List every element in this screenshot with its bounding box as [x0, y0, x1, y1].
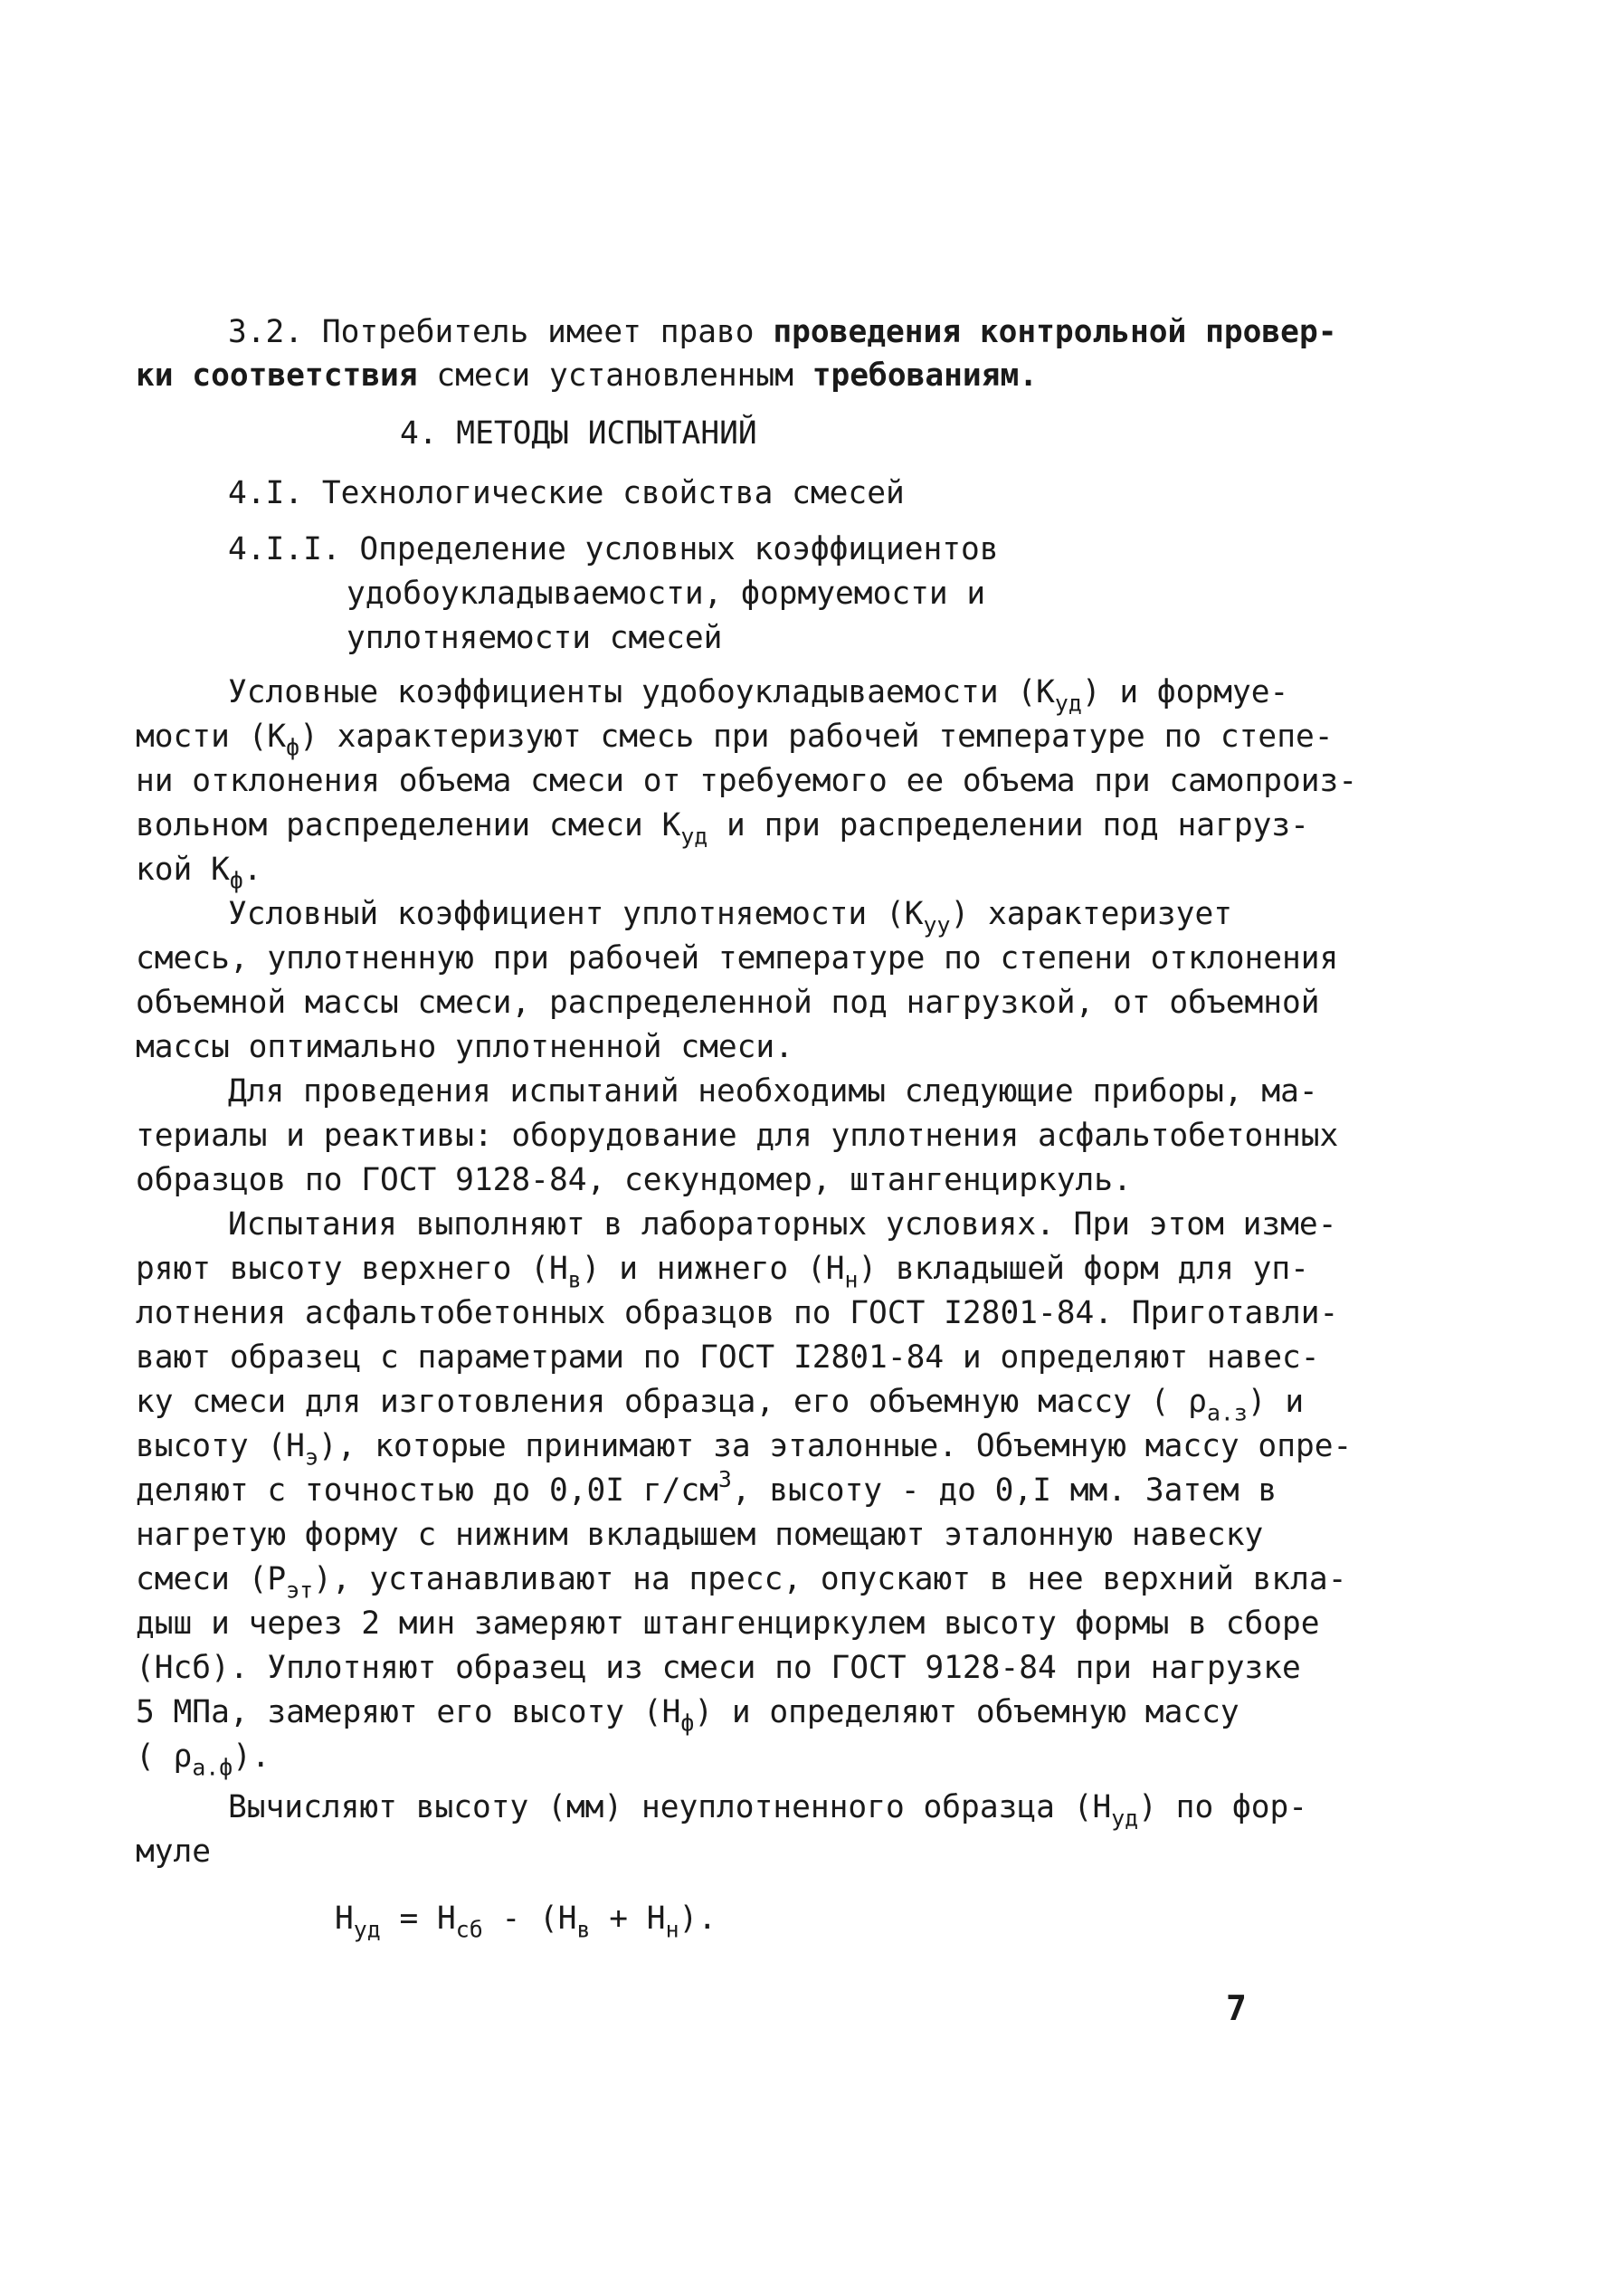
para-4-line-13: ( $\rho_{а.ф}$).	[136, 1739, 271, 1781]
para-4-line-2: ряют высоту верхнего $(Н_в)$ и нижнего $(Н_н)$ вкладышей форм для уп-	[136, 1251, 1309, 1293]
para-4-line-11: (Нсб). Уплотняют образец из смеси по ГОСТ 9128-84 при нагрузке	[136, 1650, 1301, 1686]
para-1-line-5: кой $К_ф$.	[136, 852, 262, 894]
para-1-line-1: Условные коэффициенты удобоукладываемости $(К_{уд})$ и формуе-	[228, 674, 1289, 717]
para-2-line-1: Условный коэффициент уплотняемости $(К_{уу})$ характеризует	[228, 896, 1232, 938]
section-4-1-1-heading-line-3: уплотняемости смесей	[347, 620, 723, 656]
para-4-line-12: 5 МПа, замеряют его высоту $(Н_ф)$ и определяют объемную массу	[136, 1694, 1239, 1737]
para-1-line-4: вольном распределении смеси $К_{уд}$ и при распределении под нагруз-	[136, 807, 1309, 850]
para-3-line-3: образцов по ГОСТ 9128-84, секундомер, штангенциркуль.	[136, 1162, 1132, 1198]
para-2-line-2: смесь, уплотненную при рабочей температуре по степени отклонения	[136, 940, 1339, 977]
para-4-line-5: ку смеси для изготовления образца, его объемную массу ( $\rho_{а.з}$) и	[136, 1384, 1305, 1426]
para-4-line-4: вают образец с параметрами по ГОСТ I2801-84 и определяют навес-	[136, 1339, 1320, 1376]
para-4-line-1: Испытания выполняют в лабораторных условиях. При этом изме-	[228, 1206, 1337, 1243]
page-number: 7	[1226, 1988, 1247, 2028]
section-4-1-1-heading-line-2: удобоукладываемости, формуемости и	[347, 576, 986, 612]
para-4-line-8: нагретую форму с нижним вкладышем помещают эталонную навеску	[136, 1517, 1264, 1553]
para-4-line-6: высоту $(Н_э)$, которые принимают за эталонные. Объемную массу опре-	[136, 1428, 1353, 1471]
para-4-line-3: лотнения асфальтобетонных образцов по ГОСТ I2801-84. Приготавли-	[136, 1295, 1339, 1331]
para-3-line-1: Для проведения испытаний необходимы следующие приборы, ма-	[228, 1073, 1318, 1110]
para-5-line-2: муле	[136, 1834, 212, 1870]
para-3-line-2: териалы и реактивы: оборудование для уплотнения асфальтобетонных	[136, 1118, 1339, 1154]
para-2-line-3: объемной массы смеси, распределенной под нагрузкой, от объемной	[136, 985, 1320, 1021]
section-4-heading: 4. МЕТОДЫ ИСПЫТАНИЙ	[400, 415, 757, 452]
para-4-line-7: деляют с точностью до 0,0I $г/см^3$, высоту - до 0,I мм. Затем в	[136, 1466, 1277, 1509]
formula: $Н_{уд} = Н_{сб} - (Н_в + Н_н)$.	[335, 1901, 717, 1943]
para-1-line-3: ни отклонения объема смеси от требуемого ее объема при самопроиз-	[136, 763, 1358, 799]
section-4-1-heading: 4.I. Технологические свойства смесей	[228, 475, 905, 511]
section-4-1-1-heading-line-1: 4.I.I. Определение условных коэффициентов	[228, 531, 999, 567]
para-3-2-line-1: 3.2. Потребитель имеет право проведения контрольной провер-	[228, 314, 1337, 350]
para-4-line-9: смеси $(Р_{эт})$, устанавливают на пресс, опускают в нее верхний вкла-	[136, 1561, 1347, 1604]
para-2-line-4: массы оптимально уплотненной смеси.	[136, 1029, 793, 1065]
para-4-line-10: дыш и через 2 мин замеряют штангенциркулем высоту формы в сборе	[136, 1605, 1320, 1642]
para-5-line-1: Вычисляют высоту (мм) неуплотненного образца $(Н_{уд})$ по фор-	[228, 1789, 1308, 1832]
para-1-line-2: мости $(К_ф)$ характеризуют смесь при рабочей температуре по степе-	[136, 719, 1334, 761]
para-3-2-line-2: ки соответствия смеси установленным требованиям.	[136, 357, 1038, 394]
